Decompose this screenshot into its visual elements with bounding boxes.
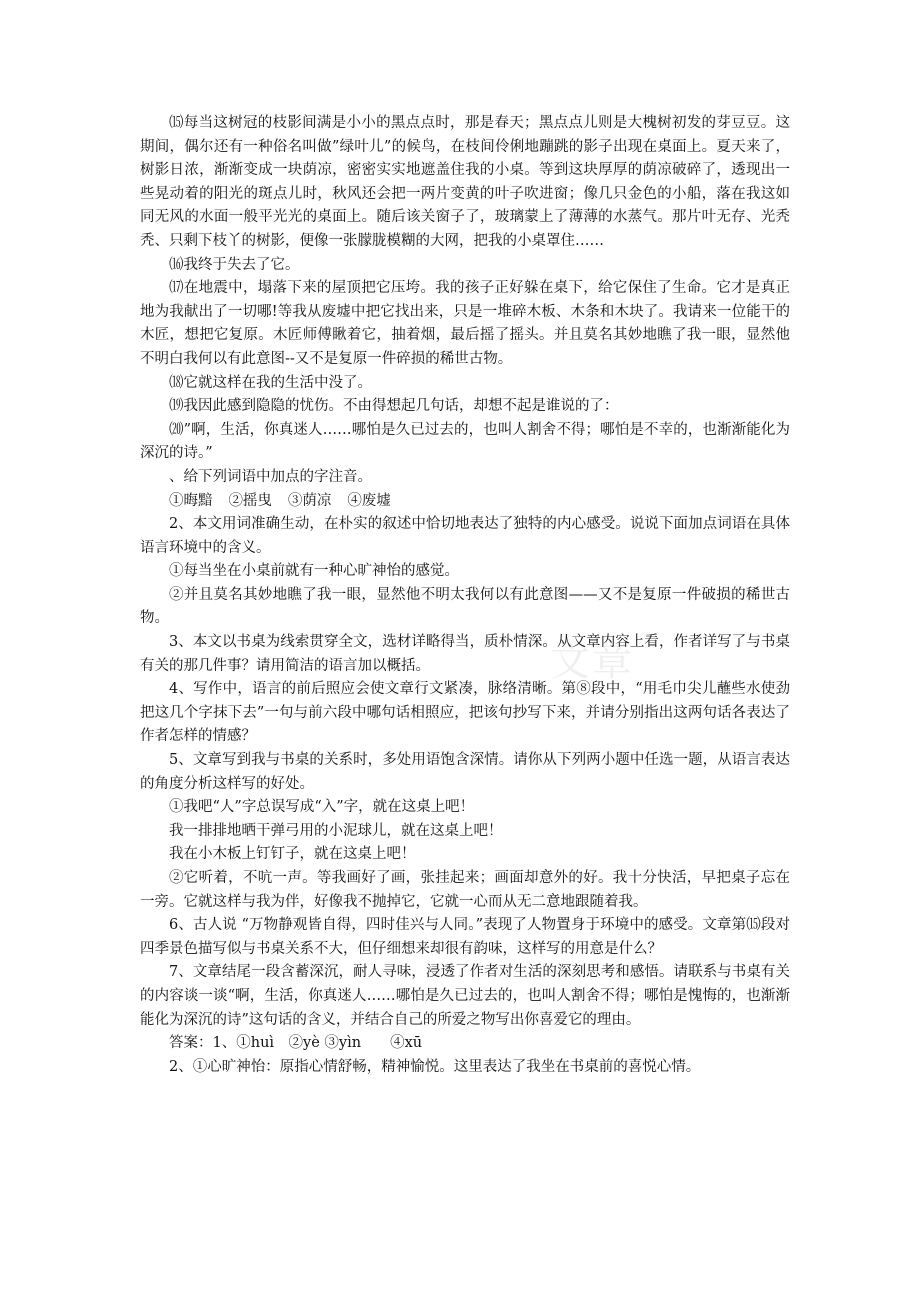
paragraph-18: ⒅它就这样在我的生活中没了。	[169, 374, 372, 391]
question-5-item-1: ①我吧“人”字总误写成“入”字，就在这桌上吧！	[169, 799, 475, 816]
question-7: 7、文章结尾一段含蓄深沉，耐人寻味，浸透了作者对生活的深刻思考和感悟。请联系与书桌有关的内容谈一谈“啊，生活，你真迷人……哪怕是久已过去的，也叫人割舍不得；哪怕是愧悔的，也渐渐能化为深沉的诗”这句话的含义，并结合自己的所爱之物写出你喜爱它的理由。	[140, 964, 790, 1028]
question-5-item-1c: 我在小木板上钉钉子，就在这桌上吧！	[169, 846, 416, 863]
answer-2: 2、①心旷神怡：原指心情舒畅，精神愉悦。这里表达了我坐在书桌前的喜悦心情。	[169, 1058, 701, 1075]
question-6: 6、古人说 “万物静观皆自得，四时佳兴与人同。”表现了人物置身于环境中的感受。文章第⒂段对四季景色描写似与书桌关系不大，但仔细想来却很有韵味，这样写的用意是什么？	[140, 917, 790, 957]
question-2-item-1: ①每当坐在小桌前就有一种心旷神怡的感觉。	[169, 563, 459, 580]
question-2: 2、本文用词准确生动，在朴实的叙述中恰切地表达了独特的内心感受。说说下面加点词语在具体语言环境中的含义。	[140, 516, 790, 556]
question-2-item-2: ②并且莫名其妙地瞧了我一眼，显然他不明太我何以有此意图——又不是复原一件破损的稀世古物。	[140, 586, 790, 627]
option-3: ③荫凉	[287, 492, 332, 509]
question-5: 5、文章写到我与书桌的关系时，多处用语饱含深情。请你从下列两小题中任选一题，从语言表达的角度分析这样写的好处。	[140, 752, 790, 792]
option-4: ④废墟	[347, 492, 391, 509]
question-1-options	[140, 490, 790, 514]
question-5-item-2: ②它听着，不吭一声。等我画好了画，张挂起来；画面却意外的好。我十分快活，早把桌子忘在一旁。它就这样与我为伴，好像我不抛掉它，它就一心而从无二意地跟随着我。	[140, 870, 790, 910]
answer-line: 答案：1、①huì ②yè ③yìn ④xū	[169, 1035, 423, 1052]
paragraph-19: ⒆我因此感到隐隐的忧伤。不由得想起几句话，却想不起是谁说的了：	[169, 398, 619, 415]
option-1: ①晦黯	[169, 492, 213, 509]
document-body	[140, 112, 790, 1079]
paragraph-15: ⒂每当这树冠的枝影间满是小小的黑点点时，那是春天；黑点点儿则是大槐树初发的芽豆豆。这期间，偶尔还有一种俗名叫做”绿叶儿”的候鸟，在枝间伶俐地蹦跳的影子出现在桌面上。夏天来了，树影日浓，渐渐变成一块荫凉，密密实实地遮盖住我的小桌。等到这块厚厚的荫凉破碎了，透现出一些晃动着的阳光的斑点儿时，秋风还会把一两片变黄的叶子吹进窗；像几只金色的小船，落在我这如同无风的水面一般平光光的桌面上。随后该关窗子了，玻璃蒙上了薄薄的水蒸气。那片叶无存、光秃秃、只剩下枝丫的树影，便像一张朦胧模糊的大网，把我的小桌罩住……	[140, 115, 790, 249]
option-2: ②摇曳	[228, 492, 272, 509]
paragraph-20: ⒇”啊，生活，你真迷人……哪怕是久已过去的，也叫人割舍不得；哪怕是不幸的，也渐渐能化为深沉的诗。”	[140, 421, 790, 462]
watermark: 文章	[550, 639, 634, 685]
paragraph-16: ⒃我终于失去了它。	[169, 256, 300, 273]
question-1: 、给下列词语中加点的字注音。	[169, 468, 372, 485]
question-4: 4、写作中，语言的前后照应会使文章行文紧凑，脉络清晰。第⑧段中，“用毛巾尖儿蘸些水使劲把这几个字抹下去”一句与前六段中哪句话相照应，把该句抄写下来，并请分别指出这两句话各表达了作者怎样的情感？	[140, 681, 790, 745]
question-5-item-1b: 我一排排地晒干弹弓用的小泥球儿，就在这桌上吧！	[169, 822, 503, 839]
paragraph-17: ⒄在地震中，塌落下来的屋顶把它压垮。我的孩子正好躲在桌下，给它保住了生命。它才是真正地为我献出了一切哪!等我从废墟中把它找出来，只是一堆碎木板、木条和木块了。我请来一位能干的木匠，想把它复原。木匠师傅瞅着它，抽着烟，最后摇了摇头。并且莫名其妙地瞧了我一眼，显然他不明白我何以有此意图--又不是复原一件碎损的稀世古物。	[140, 280, 790, 367]
question-3: 3、本文以书桌为线索贯穿全文，选材详略得当，质朴情深。从文章内容上看，作者详写了与书桌有关的那几件事？请用简洁的语言加以概括。	[140, 634, 790, 674]
